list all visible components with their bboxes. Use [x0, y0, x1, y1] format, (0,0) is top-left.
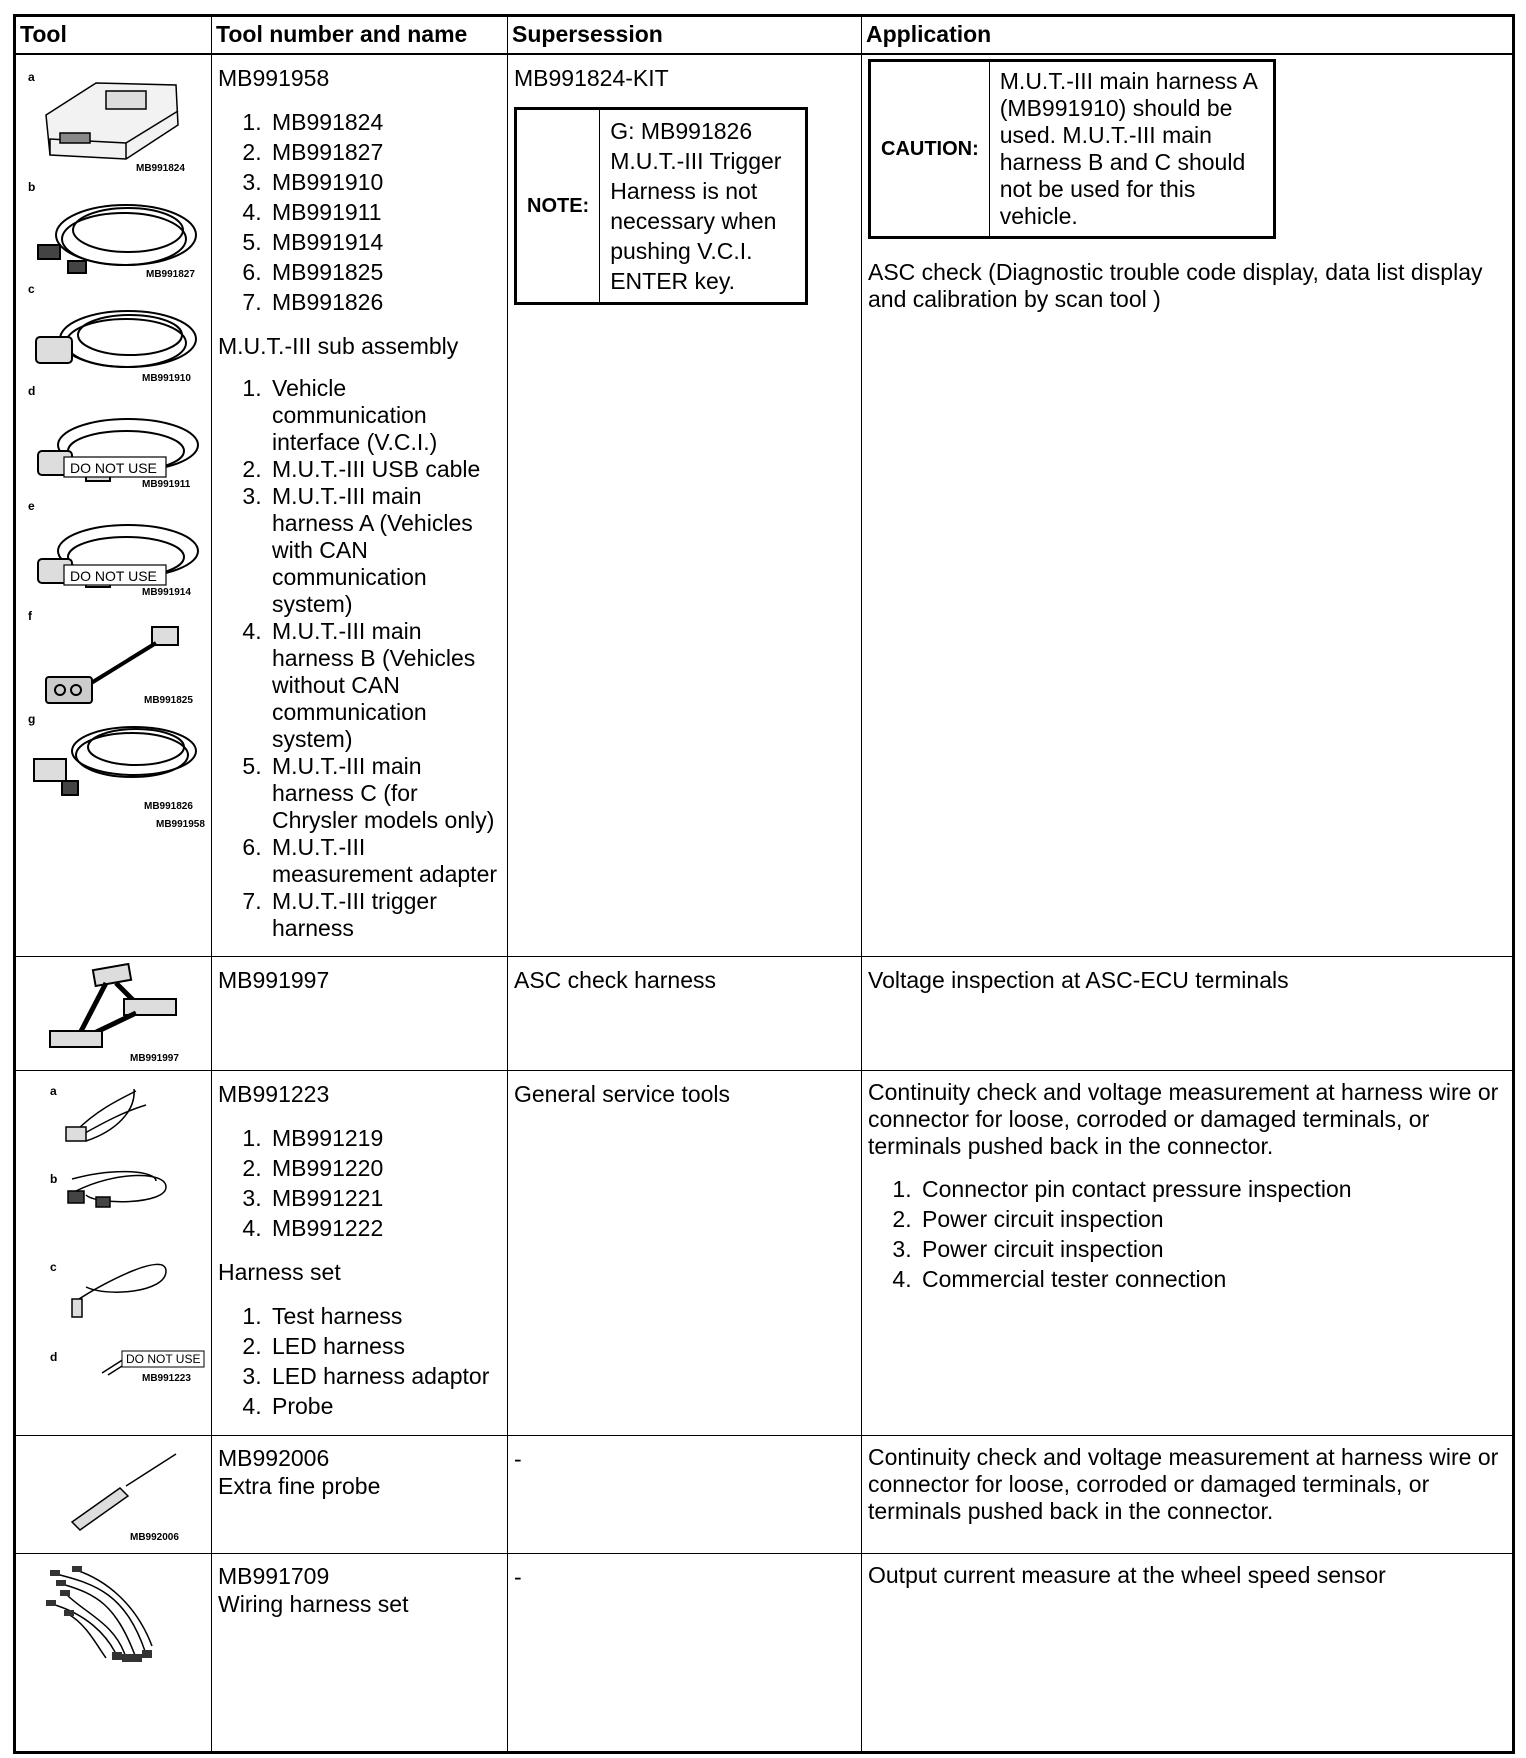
application-text: Continuity check and voltage measurement at harness wire or connector for loose, corroded or damaged terminals, or terminals pushed back in the connector.	[868, 1444, 1499, 1524]
supersession-cell	[508, 1436, 862, 1554]
tool-label: d	[50, 1350, 58, 1364]
caution-label: CAUTION:	[870, 61, 990, 238]
list-item: 5. MB991914	[268, 227, 501, 257]
tool-label: e	[28, 499, 35, 513]
tool-illustration-cell	[15, 54, 212, 957]
tool-number-cell	[212, 1071, 508, 1436]
list-item: 3. Power circuit inspection	[918, 1234, 1506, 1264]
supersession-value: MB991824-KIT	[514, 65, 669, 91]
do-not-use-text: DO NOT USE	[70, 568, 157, 584]
main-harness-a-icon	[36, 311, 196, 367]
list-item: 6. MB991825	[268, 257, 501, 287]
tool-caption: MB991824	[136, 163, 185, 174]
tool-number: MB991958	[218, 65, 330, 91]
usb-cable-icon	[38, 205, 196, 273]
list-item: 2. Power circuit inspection	[918, 1204, 1506, 1234]
list-item: 1. Connector pin contact pressure inspection	[918, 1174, 1506, 1204]
supersession-cell	[508, 957, 862, 1071]
list-item: 2. M.U.T.-III USB cable	[268, 456, 501, 483]
tool-number-cell	[212, 957, 508, 1071]
tool-name: Extra fine probe	[218, 1473, 381, 1499]
component-list	[218, 1123, 501, 1243]
tool-label: g	[28, 712, 36, 726]
list-item: 4. MB991222	[268, 1213, 501, 1243]
special-tools-table	[13, 14, 1515, 1754]
application-cell	[862, 54, 1514, 957]
supersession-cell	[508, 54, 862, 957]
list-item: 3. MB991221	[268, 1183, 501, 1213]
list-item: 1. MB991219	[268, 1123, 501, 1153]
list-item: 3. LED harness adaptor	[268, 1361, 501, 1391]
trigger-harness-icon	[34, 727, 196, 795]
header-tool-number: Tool number and name	[212, 16, 508, 55]
tool-number: MB992006	[218, 1445, 330, 1471]
table-row	[15, 1436, 1514, 1554]
list-item: 3. MB991910	[268, 167, 501, 197]
tool-caption: MB991910	[142, 373, 191, 384]
tool-caption: MB991223	[142, 1373, 191, 1384]
list-item: 4. M.U.T.-III main harness B (Vehicles without CAN communication system)	[268, 618, 501, 753]
table-row	[15, 957, 1514, 1071]
list-item: 7. M.U.T.-III trigger harness	[268, 888, 501, 942]
list-item: 4. Probe	[268, 1391, 501, 1421]
do-not-use-text: DO NOT USE	[70, 460, 157, 476]
tool-label: d	[28, 384, 36, 398]
header-application: Application	[862, 16, 1514, 55]
tool-label: b	[28, 180, 36, 194]
application-text: Voltage inspection at ASC-ECU terminals	[868, 967, 1289, 993]
list-item: 3. M.U.T.-III main harness A (Vehicles with CAN communication system)	[268, 483, 501, 618]
tool-caption: MB991827	[146, 269, 195, 280]
tool-caption: MB992006	[130, 1532, 179, 1543]
supersession-value: ASC check harness	[514, 967, 716, 993]
header-row	[15, 16, 1514, 55]
application-text: Output current measure at the wheel speed sensor	[868, 1562, 1386, 1588]
tool-caption: MB991997	[130, 1053, 179, 1064]
application-cell	[862, 1071, 1514, 1436]
list-item: 2. MB991827	[268, 137, 501, 167]
supersession-cell	[508, 1071, 862, 1436]
supersession-value: -	[514, 1564, 522, 1590]
supersession-cell	[508, 1554, 862, 1753]
tool-label: c	[50, 1260, 57, 1274]
list-item: 7. MB991826	[268, 287, 501, 317]
list-item: 4. MB991911	[268, 197, 501, 227]
tool-number-cell	[212, 1554, 508, 1753]
tool-label: b	[50, 1172, 58, 1186]
list-item: 4. Commercial tester connection	[918, 1264, 1506, 1294]
caution-box	[868, 59, 1276, 239]
list-item: 6. M.U.T.-III measurement adapter	[268, 834, 501, 888]
list-item: 2. MB991220	[268, 1153, 501, 1183]
application-cell	[862, 1554, 1514, 1753]
tool-caption: MB991914	[142, 587, 191, 598]
tool-number-cell	[212, 54, 508, 957]
subassembly-list	[218, 375, 501, 942]
tool-label: a	[50, 1084, 57, 1098]
do-not-use-text: DO NOT USE	[126, 1352, 201, 1366]
tool-name: Wiring harness set	[218, 1591, 409, 1617]
asc-check-harness-illustration	[16, 957, 212, 1071]
tool-illustration-cell	[15, 1554, 212, 1753]
supersession-value: -	[514, 1446, 522, 1472]
harness-set-illustration	[16, 1071, 212, 1431]
tool-label: f	[28, 609, 32, 623]
note-label: NOTE:	[516, 109, 600, 304]
harness-set-list	[218, 1301, 501, 1421]
application-cell	[862, 957, 1514, 1071]
tool-number: MB991709	[218, 1563, 330, 1589]
application-text: Continuity check and voltage measurement at harness wire or connector for loose, corroded or damaged terminals, or terminals pushed back in the connector.	[868, 1079, 1499, 1159]
list-item: 1. MB991824	[268, 107, 501, 137]
tool-caption: MB991911	[142, 479, 191, 490]
tool-number: MB991223	[218, 1081, 330, 1107]
wiring-harness-set-illustration	[16, 1554, 212, 1664]
tool-caption: MB991825	[144, 695, 193, 706]
application-cell	[862, 1436, 1514, 1554]
header-supersession: Supersession	[508, 16, 862, 55]
tool-number: MB991997	[218, 967, 330, 993]
tool-caption: MB991958	[156, 819, 205, 830]
vci-device-icon	[46, 83, 178, 159]
caution-text: M.U.T.-III main harness A (MB991910) should be used. M.U.T.-III main harness B and C should not be used for this vehicle.	[989, 61, 1274, 238]
application-text: ASC check (Diagnostic trouble code display, data list display and calibration by scan tool )	[868, 259, 1483, 312]
list-item: 1. Test harness	[268, 1301, 501, 1331]
measurement-adapter-icon	[46, 627, 178, 703]
header-tool: Tool	[15, 16, 212, 55]
note-text: G: MB991826 M.U.T.-III Trigger Harness is not necessary when pushing V.C.I. ENTER key.	[600, 109, 807, 304]
tool-number-cell	[212, 1436, 508, 1554]
tool-illustration-cell	[15, 1436, 212, 1554]
tool-illustration-cell	[15, 957, 212, 1071]
component-list	[218, 107, 501, 317]
harness-set-title: Harness set	[218, 1259, 341, 1285]
table-row	[15, 1554, 1514, 1753]
list-item: 5. M.U.T.-III main harness C (for Chrysler models only)	[268, 753, 501, 834]
tool-illustration-cell	[15, 1071, 212, 1436]
mut3-kit-illustration	[16, 55, 212, 859]
application-list	[868, 1174, 1506, 1294]
table-row	[15, 1071, 1514, 1436]
note-box	[514, 107, 808, 305]
list-item: 2. LED harness	[268, 1331, 501, 1361]
tool-label: a	[28, 70, 35, 84]
fine-probe-illustration	[16, 1436, 212, 1554]
supersession-value: General service tools	[514, 1081, 731, 1107]
tool-label: c	[28, 282, 35, 296]
list-item: 1. Vehicle communication interface (V.C.I.)	[268, 375, 501, 456]
table-row	[15, 54, 1514, 957]
tool-caption: MB991826	[144, 801, 193, 812]
subassembly-title: M.U.T.-III sub assembly	[218, 333, 459, 359]
